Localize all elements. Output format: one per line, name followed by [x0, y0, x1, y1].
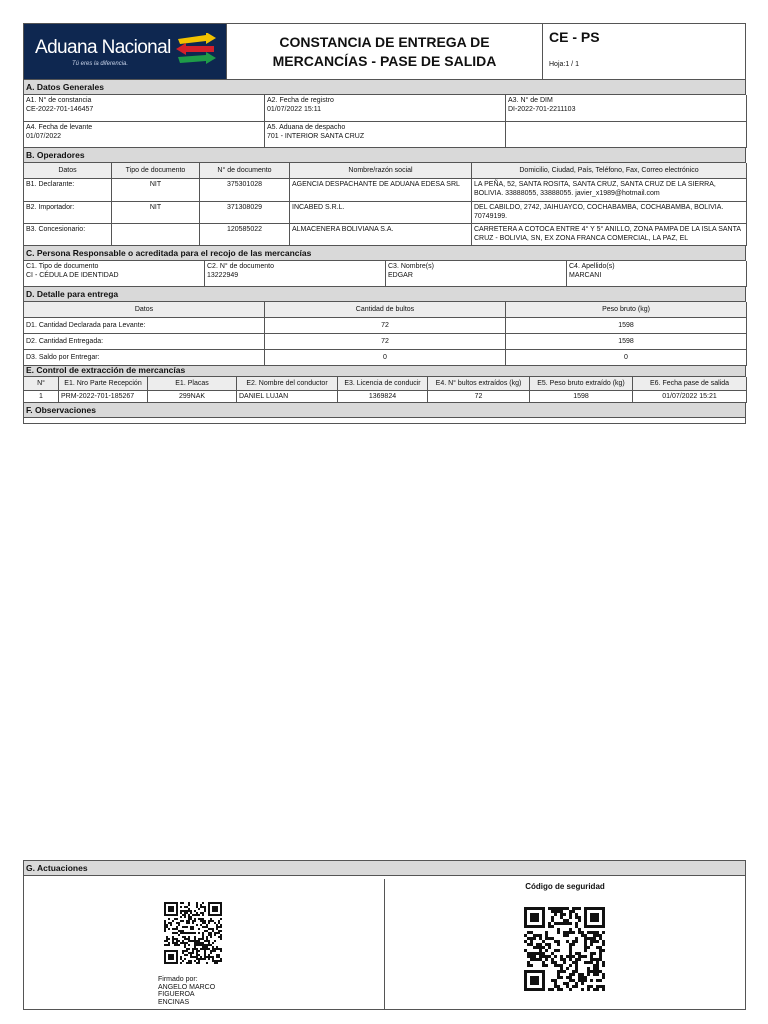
- table-row: D3. Saldo por Entregar: 0 0: [24, 350, 747, 366]
- operators-table: [23, 163, 747, 247]
- section-g: [23, 860, 746, 1010]
- section-a-title: A. Datos Generales: [23, 80, 746, 95]
- delivery-header-row: Datos Cantidad de bultos Peso bruto (kg): [24, 302, 747, 318]
- table-row: B3. Concesionario: 120585022 ALMACENERA BOLIVIANA S.A. CARRETERA A COTOCA ENTRE 4° Y 5° ANILLO, ZONA PAMPA DE LA ISLA SANTA CRUZ - BOLIVIA, SN, EX ZONA FRANCA COMERCIAL, LA PAZ, EL: [24, 224, 747, 246]
- table-row: B2. Importador: NIT 371308029 INCABED S.R.L. DEL CABILDO, 2742, JAIHUAYCO, COCHABAMBA, COCHABAMBA, BOLIVIA. 70749199.: [24, 202, 747, 224]
- document-code: CE - PS: [549, 29, 600, 45]
- page-number: Hoja:1 / 1: [549, 61, 579, 68]
- a3-value: DI-2022-701-2211103: [508, 106, 576, 113]
- field-a2: A2. Fecha de registro 01/07/2022 15:11: [265, 95, 506, 121]
- field-c2: C2. N° de documento 13222949: [205, 261, 386, 286]
- field-c4: C4. Apellido(s) MARCANI: [567, 261, 747, 286]
- extraction-control-table: [23, 377, 747, 403]
- field-a1: A1. N° de constancia CE-2022-701-146457: [24, 95, 265, 121]
- a4-value: 01/07/2022: [26, 132, 62, 140]
- signer-name-line-1: ANGELO MARCO: [158, 983, 216, 991]
- field-a3: A3. N° de DIM DI-2022-701-2211103: [506, 95, 747, 121]
- operators-header-row: Datos Tipo de documento N° de documento Nombre/razón social Domicilio, Ciudad, País, Teléfono, Fax, Correo electrónico: [24, 163, 747, 179]
- table-row: D2. Cantidad Entregada: 72 1598: [24, 334, 747, 350]
- section-f-title: F. Observaciones: [23, 403, 746, 418]
- field-empty: [506, 121, 747, 147]
- signer-name-line-3: ENCINAS: [158, 998, 190, 1006]
- section-e-title: E. Control de extracción de mercancías: [23, 366, 746, 377]
- responsible-person-table: [23, 261, 747, 287]
- field-a5: A5. Aduana de despacho 701 - INTERIOR SANTA CRUZ: [265, 121, 506, 147]
- security-qr-code-icon: [524, 907, 606, 991]
- table-row: D1. Cantidad Declarada para Levante: 72 1598: [24, 318, 747, 334]
- signature-panel: [24, 879, 385, 1010]
- section-d-title: D. Detalle para entrega: [23, 287, 746, 302]
- table-row: 1 PRM-2022-701-185267 299NAK DANIEL LUJAN 1369824 72 1598 01/07/2022 15:21: [24, 390, 747, 402]
- section-a-table: [23, 95, 747, 148]
- a1-value: CE-2022-701-146457: [26, 106, 94, 113]
- title-line-2: MERCANCÍAS - PASE DE SALIDA: [272, 52, 497, 69]
- table-row: B1. Declarante: NIT 375301028 AGENCIA DESPACHANTE DE ADUANA EDESA SRL LA PEÑA, 52, SANTA ROSITA, SANTA CRUZ, SANTA CRUZ DE LA SIERRA, BOLIVIA. 33888055, 33888055. javier_x1989@hotmail.com: [24, 179, 747, 202]
- section-c-title: C. Persona Responsable o acreditada para el recojo de las mercancías: [23, 246, 746, 261]
- section-b-title: B. Operadores: [23, 148, 746, 163]
- a2-value: 01/07/2022 15:11: [267, 106, 321, 113]
- logo-tagline: Tú eres la diferencia.: [72, 61, 129, 67]
- extraction-header-row: N° E1. Nro Parte Recepción E1. Placas E2. Nombre del conductor E3. Licencia de conducir E4. N° bultos extraídos (kg) E5. Peso bruto extraído (kg) E6. Fecha pase de salida: [24, 377, 747, 390]
- section-g-title: G. Actuaciones: [24, 861, 745, 876]
- security-code-label: Código de seguridad: [525, 882, 605, 891]
- document: [23, 23, 746, 424]
- document-header: [23, 23, 746, 80]
- security-code-panel: [385, 879, 745, 1010]
- delivery-detail-table: [23, 302, 747, 367]
- aduana-logo: [24, 24, 227, 79]
- field-a4: A4. Fecha de levante 01/07/2022: [24, 121, 265, 147]
- field-c1: C1. Tipo de documento CI - CÉDULA DE IDENTIDAD: [24, 261, 205, 286]
- title-line-1: CONSTANCIA DE ENTREGA DE: [279, 33, 490, 50]
- field-c3: C3. Nombre(s) EDGAR: [386, 261, 567, 286]
- document-title: [227, 24, 543, 79]
- observations-box: [23, 418, 746, 424]
- signature-qr-code-icon: [164, 902, 222, 964]
- logo-text: Aduana Nacional: [35, 37, 171, 58]
- signer-name-line-2: FIGUEROA: [158, 991, 195, 998]
- arrows-logo-icon: [174, 33, 218, 65]
- a5-value: 701 - INTERIOR SANTA CRUZ: [267, 132, 365, 140]
- signed-by: Firmado por: ANGELO MARCO FIGUEROA ENCINAS: [158, 976, 216, 1006]
- document-code-box: [543, 24, 745, 79]
